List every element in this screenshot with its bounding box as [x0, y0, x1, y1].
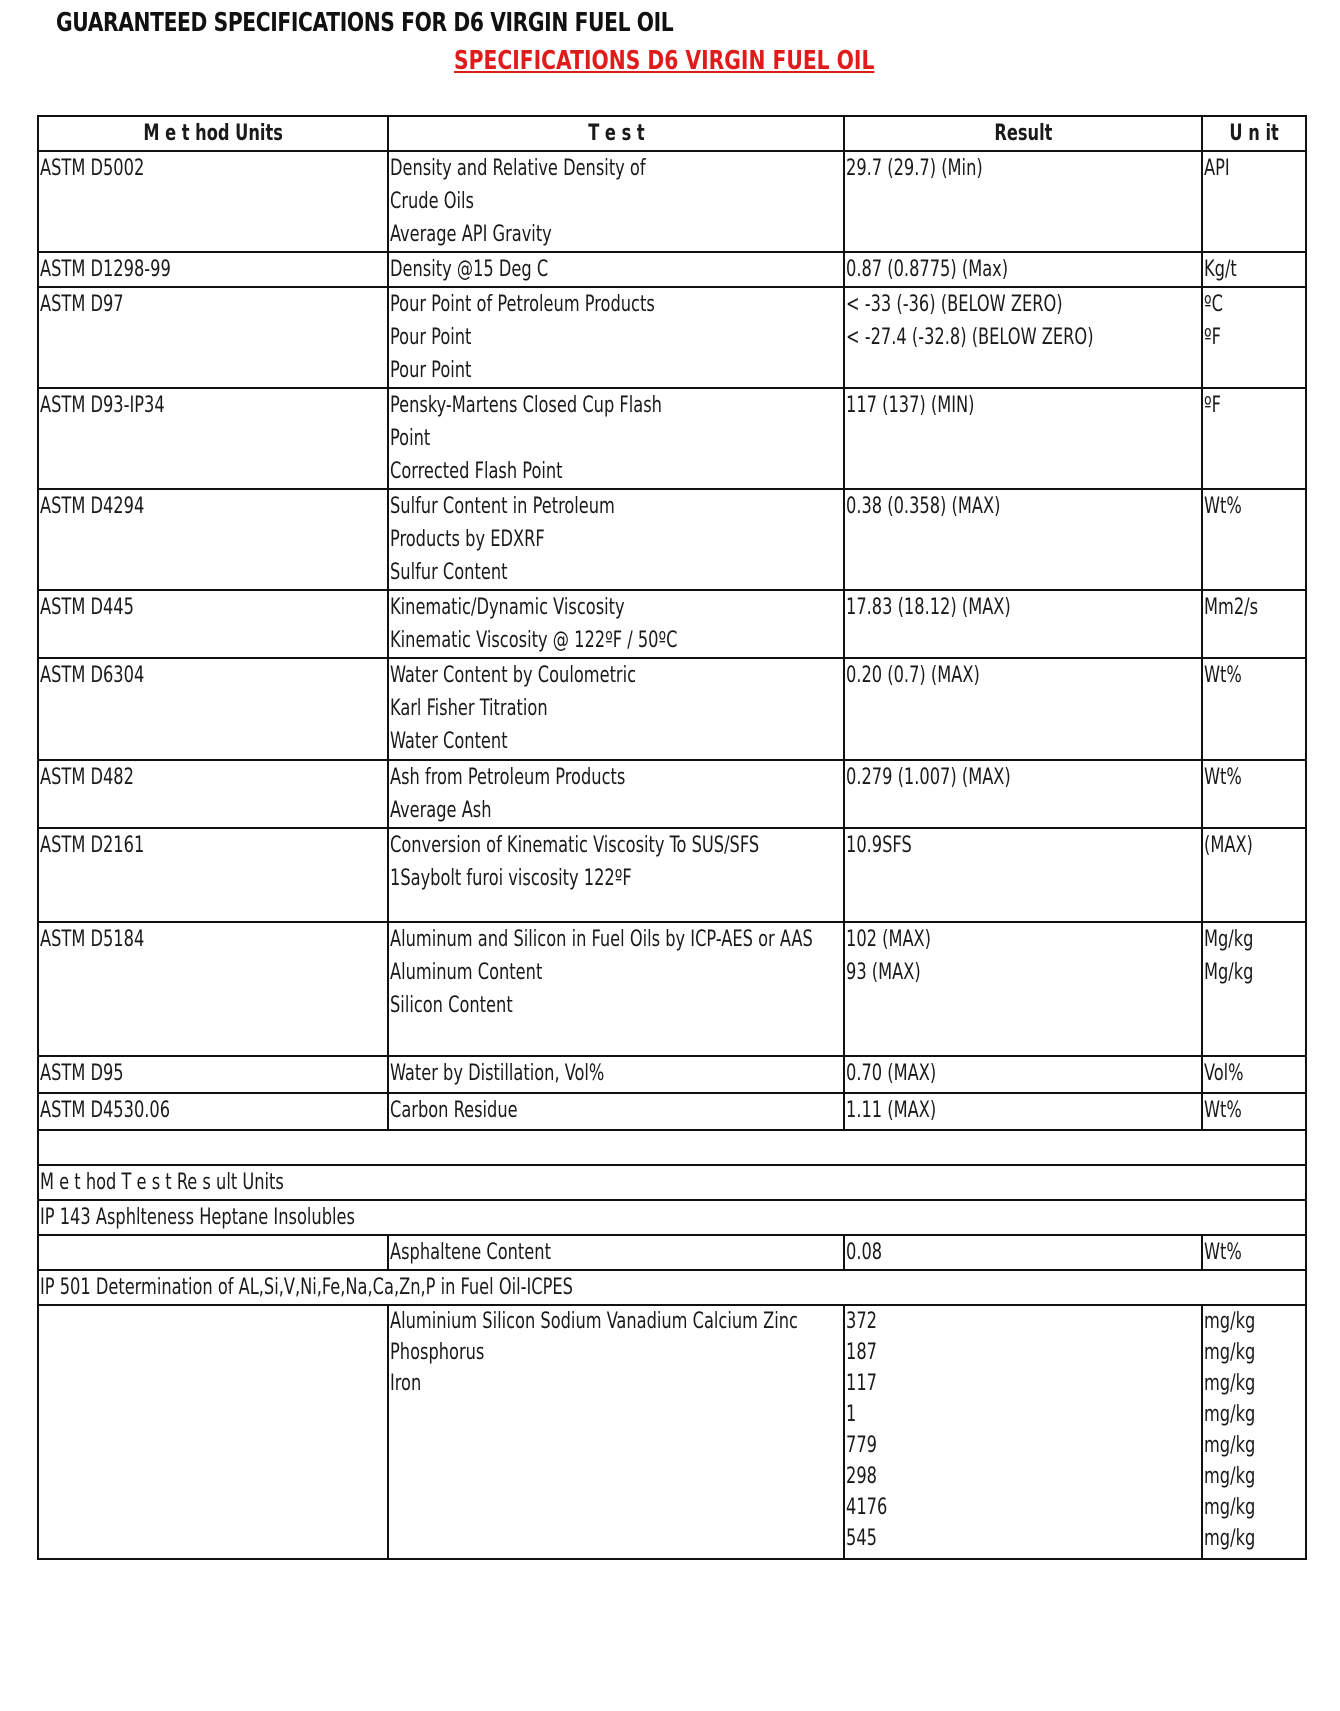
table-row [38, 922, 1306, 1056]
document-subtitle: SPECIFICATIONS D6 VIRGIN FUEL OIL [454, 46, 875, 76]
spacer-row [38, 1130, 1306, 1165]
unit-cell: Wt% [1202, 489, 1306, 590]
ip501-units: mg/kg mg/kg mg/kg mg/kg mg/kg mg/kg mg/kg mg/kg [1202, 1305, 1306, 1559]
result-cell: 0.279 (1.007) (MAX) [844, 760, 1202, 828]
unit-cell: Vol% [1202, 1056, 1306, 1093]
specifications-body [38, 151, 1306, 1130]
method-cell: ASTM D4530.06 [38, 1093, 388, 1130]
unit-cell: Wt% [1202, 760, 1306, 828]
method-cell: ASTM D5184 [38, 922, 388, 1056]
ip501-title-row [38, 1270, 1306, 1305]
result-cell: 0.20 (0.7) (MAX) [844, 658, 1202, 760]
method-cell: ASTM D97 [38, 287, 388, 388]
test-cell: Water Content by Coulometric Karl Fisher Titration Water Content [388, 658, 844, 760]
result-cell: 17.83 (18.12) (MAX) [844, 590, 1202, 658]
ip143-title-row [38, 1200, 1306, 1235]
method-cell: ASTM D482 [38, 760, 388, 828]
test-cell: Pensky-Martens Closed Cup Flash Point Corrected Flash Point [388, 388, 844, 489]
result-cell: 0.87 (0.8775) (Max) [844, 252, 1202, 287]
table-row [38, 489, 1306, 590]
unit-cell: (MAX) [1202, 828, 1306, 922]
method-cell: ASTM D5002 [38, 151, 388, 252]
ip501-test: Aluminium Silicon Sodium Vanadium Calcium Zinc Phosphorus Iron [388, 1305, 844, 1559]
method-cell: ASTM D95 [38, 1056, 388, 1093]
ip143-method-cell [38, 1235, 388, 1270]
header-result: Result [844, 116, 1202, 151]
specifications-table [37, 115, 1307, 1560]
test-cell: Carbon Residue [388, 1093, 844, 1130]
header-unit: U n it [1202, 116, 1306, 151]
unit-cell: Kg/t [1202, 252, 1306, 287]
table-row [38, 252, 1306, 287]
ip501-results: 372 187 117 1 779 298 4176 545 [844, 1305, 1202, 1559]
result-cell: 1.11 (MAX) [844, 1093, 1202, 1130]
unit-cell: Mg/kg Mg/kg [1202, 922, 1306, 1056]
ip501-title: IP 501 Determination of AL,Si,V,Ni,Fe,Na,Ca,Zn,P in Fuel Oil-ICPES [38, 1270, 1306, 1305]
unit-cell: Wt% [1202, 1093, 1306, 1130]
result-cell: < -33 (-36) (BELOW ZERO) < -27.4 (-32.8) (BELOW ZERO) [844, 287, 1202, 388]
test-cell: Density and Relative Density of Crude Oils Average API Gravity [388, 151, 844, 252]
document-title: GUARANTEED SPECIFICATIONS FOR D6 VIRGIN FUEL OIL [56, 8, 674, 38]
ip501-method-cell [38, 1305, 388, 1559]
table-row [38, 1093, 1306, 1130]
method-cell: ASTM D445 [38, 590, 388, 658]
table-row [38, 287, 1306, 388]
result-cell: 29.7 (29.7) (Min) [844, 151, 1202, 252]
test-cell: Kinematic/Dynamic Viscosity Kinematic Viscosity @ 122ºF / 50ºC [388, 590, 844, 658]
table-row [38, 658, 1306, 760]
test-cell: Density @15 Deg C [388, 252, 844, 287]
test-cell: Water by Distillation, Vol% [388, 1056, 844, 1093]
table-row [38, 388, 1306, 489]
table-row [38, 760, 1306, 828]
unit-cell: API [1202, 151, 1306, 252]
ip143-title: IP 143 Asphlteness Heptane Insolubles [38, 1200, 1306, 1235]
method-cell: ASTM D6304 [38, 658, 388, 760]
ip143-data-row [38, 1235, 1306, 1270]
table-row [38, 590, 1306, 658]
unit-cell: Wt% [1202, 658, 1306, 760]
test-cell: Sulfur Content in Petroleum Products by EDXRF Sulfur Content [388, 489, 844, 590]
test-cell: Pour Point of Petroleum Products Pour Point Pour Point [388, 287, 844, 388]
table-row [38, 828, 1306, 922]
result-cell: 0.38 (0.358) (MAX) [844, 489, 1202, 590]
test-cell: Aluminum and Silicon in Fuel Oils by ICP-AES or AAS Aluminum Content Silicon Content [388, 922, 844, 1056]
ip-section [38, 1130, 1306, 1559]
method-cell: ASTM D1298-99 [38, 252, 388, 287]
method-cell: ASTM D4294 [38, 489, 388, 590]
header-test: T e s t [388, 116, 844, 151]
ip143-result: 0.08 [844, 1235, 1202, 1270]
unit-cell: ºC ºF [1202, 287, 1306, 388]
test-cell: Conversion of Kinematic Viscosity To SUS/SFS 1Saybolt furoi viscosity 122ºF [388, 828, 844, 922]
table-row [38, 1056, 1306, 1093]
method-cell: ASTM D2161 [38, 828, 388, 922]
ip143-test: Asphaltene Content [388, 1235, 844, 1270]
method-cell: ASTM D93-IP34 [38, 388, 388, 489]
result-cell: 0.70 (MAX) [844, 1056, 1202, 1093]
unit-cell: Mm2/s [1202, 590, 1306, 658]
ip143-unit: Wt% [1202, 1235, 1306, 1270]
table-header-row [38, 116, 1306, 151]
ip501-data-row [38, 1305, 1306, 1559]
section-header-row [38, 1165, 1306, 1200]
table-row [38, 151, 1306, 252]
test-cell: Ash from Petroleum Products Average Ash [388, 760, 844, 828]
unit-cell: ºF [1202, 388, 1306, 489]
section-header: M e t hod T e s t Re s ult Units [38, 1165, 1306, 1200]
result-cell: 117 (137) (MIN) [844, 388, 1202, 489]
header-method-units: M e t hod Units [38, 116, 388, 151]
result-cell: 10.9SFS [844, 828, 1202, 922]
result-cell: 102 (MAX) 93 (MAX) [844, 922, 1202, 1056]
